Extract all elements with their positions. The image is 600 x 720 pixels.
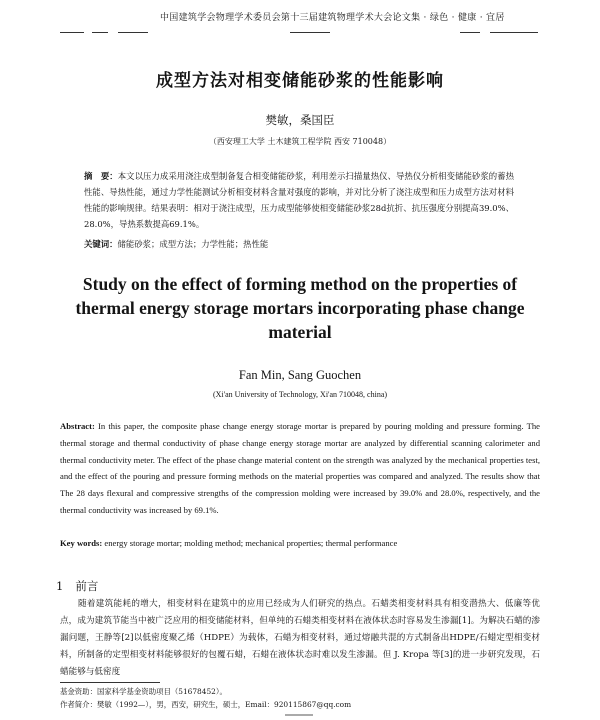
header-rule-segment <box>118 32 148 33</box>
chinese-abstract-text: 本文以压力成采用浇注成型制备复合相变储能砂浆，利用差示扫描量热仪、导热仪分析相变储能砂浆的蓄热性能、导热性能，通过力学性能测试分析相变材料含量对强度的影响，并对比分析了浇注成型和压力成型方法对材料性能的影响规律。结果表明：相对于浇注成型，压力成型能够使相变储能砂浆28d抗折、抗压强度分别提高39.0%、28.0%，导热系数提高69.1%。 <box>84 171 515 229</box>
english-keywords-label: Key words: <box>60 538 103 548</box>
footnote-rule <box>60 682 160 683</box>
body-paragraph: 随着建筑能耗的增大，相变材料在建筑中的应用已经成为人们研究的热点。石蜡类相变材料具有相变潜热大、低廉等优点，成为建筑节能当中被广泛应用的相变储能材料，但单纯的石蜡类相变材料在液体状态时容易发生渗漏[1]。为解决石蜡的渗漏问题，王静等[2]以低密度聚乙烯（HDPE）为载体，石蜡为相变材料，通过熔融共混的方式制备出HDPE/石蜡定型相变材料，所制备的定型相变材料能够很好的包覆石蜡，石蜡在液体状态时难以发生渗漏。但 J. Kropa 等[3]的进一步研究发现，石蜡能够与低密度 <box>60 599 540 677</box>
chinese-title: 成型方法对相变储能砂浆的性能影响 <box>156 71 444 91</box>
chinese-authors: 樊敏，桑国臣 <box>265 113 335 127</box>
chinese-abstract <box>84 168 514 232</box>
english-abstract-label: Abstract: <box>60 421 95 431</box>
chinese-keywords <box>84 238 514 250</box>
english-title: Study on the effect of forming method on the properties of thermal energy storage mortars incorporating phase change material <box>75 274 525 342</box>
chinese-affiliation: （西安理工大学 土木建筑工程学院 西安 710048） <box>208 137 392 146</box>
chinese-keywords-label: 关键词： <box>84 239 118 249</box>
running-header-text: 中国建筑学会物理学术委员会第十三届建筑物理学术大会论文集 · 绿色 · 健康 · 宜居 <box>160 13 505 23</box>
page-number-mark <box>285 714 313 716</box>
section-title: 前言 <box>75 579 99 593</box>
english-keywords-text: energy storage mortar; molding method; mechanical properties; thermal performance <box>104 538 398 548</box>
header-rule-segment <box>460 32 480 33</box>
running-header <box>0 8 600 26</box>
chinese-keywords-text: 储能砂浆；成型方法；力学性能；热性能 <box>117 239 269 249</box>
footnote-author: 作者简介：樊敏（1992—），男，西安，研究生，硕士，Email：920115867@qq.com <box>60 700 352 709</box>
english-abstract-text: In this paper, the composite phase change energy storage mortar is prepared by pouring molding and pressure forming. The thermal storage and thermal conductivity of phase change energy storage mortar are analyzed by differential scanning calorimeter and thermal conductivity meter. The effect of the phase change material content on the strength was analyzed by the mechanical properties test, and the effect of the pouring and pressure forming methods on the material properties was compared and analyzed. The results show that The 28 days flexural and compressive strengths of the compression molding were increased by 39.0% and 28.0%, respectively, and the thermal conductivity was increased by 69.1%. <box>60 421 540 515</box>
footnote-fund: 基金资助：国家科学基金资助项目（51678452）。 <box>60 687 227 696</box>
english-affiliation: (Xi'an University of Technology, Xi'an 710048, china) <box>212 390 388 399</box>
header-rule-segment <box>490 32 538 33</box>
header-rule-segment <box>60 32 84 33</box>
chinese-abstract-label: 摘 要： <box>84 171 118 181</box>
section-heading <box>56 578 98 594</box>
english-keywords <box>60 538 540 548</box>
header-rule-segment <box>92 32 108 33</box>
header-rule-segment <box>290 32 330 33</box>
english-authors: Fan Min, Sang Guochen <box>238 368 362 382</box>
section-number: 1 <box>56 579 64 593</box>
english-abstract <box>60 418 540 519</box>
